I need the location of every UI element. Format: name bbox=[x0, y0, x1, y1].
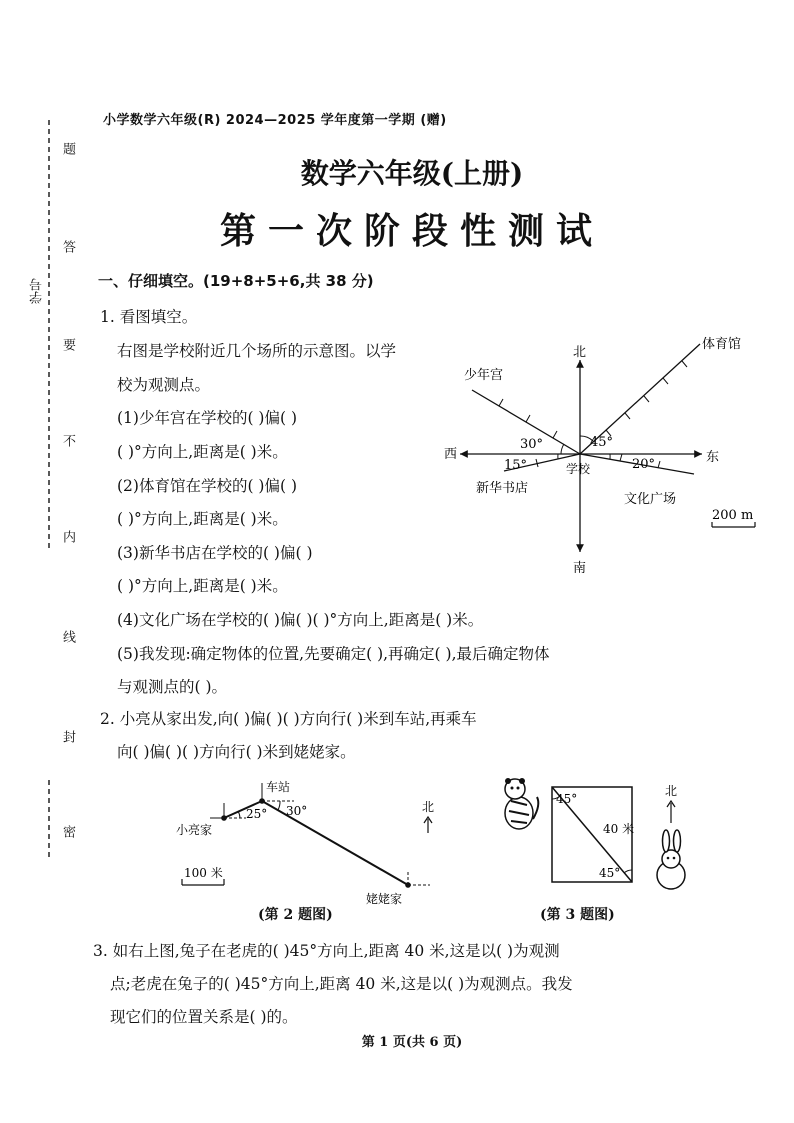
side-label-0: 题 bbox=[60, 142, 75, 155]
q3-line-0: 3. 如右上图,兔子在老虎的( )45°方向上,距离 40 米,这是以( )为观测 bbox=[93, 942, 560, 960]
map-scale: 200 m bbox=[712, 508, 754, 523]
q1-line-3: (1)少年宫在学校的( )偏( ) bbox=[117, 409, 297, 427]
side-label-5: 线 bbox=[60, 630, 75, 643]
map-angle-book: 15° bbox=[504, 458, 528, 473]
map-angle-gym: 45° bbox=[590, 435, 614, 450]
map-plaza: 文化广场 bbox=[624, 492, 677, 507]
map-school: 学校 bbox=[566, 462, 591, 476]
title-subject: 数学六年级(上册) bbox=[300, 157, 524, 190]
q1-line-5: (2)体育馆在学校的( )偏( ) bbox=[117, 477, 297, 495]
route-north: 北 bbox=[422, 800, 435, 814]
side-label-7: 密 bbox=[60, 825, 75, 838]
side-student-id: 学号 bbox=[30, 278, 45, 304]
q3-line-1: 点;老虎在兔子的( )45°方向上,距离 40 米,这是以( )为观测点。我发 bbox=[110, 975, 573, 993]
q1-line-7: (3)新华书店在学校的( )偏( ) bbox=[117, 544, 313, 562]
q1-line-9: (4)文化广场在学校的( )偏( )( )°方向上,距离是( )米。 bbox=[117, 611, 484, 629]
side-label-3: 不 bbox=[60, 434, 75, 447]
map-north: 北 bbox=[573, 345, 587, 360]
map-angle-plaza: 20° bbox=[632, 457, 656, 472]
side-label-4: 内 bbox=[60, 530, 75, 543]
map-south: 南 bbox=[573, 561, 587, 576]
map-angle-palace: 30° bbox=[520, 437, 544, 452]
diagram-tiger-rabbit bbox=[495, 775, 705, 905]
diagram-school-map bbox=[430, 330, 770, 590]
section1-heading: 一、仔细填空。(19+8+5+6,共 38 分) bbox=[98, 272, 374, 290]
route-grandma: 姥姥家 bbox=[366, 892, 403, 906]
q3-line-2: 现它们的位置关系是( )的。 bbox=[110, 1008, 298, 1026]
title-exam: 第一次阶段性测试 bbox=[219, 210, 604, 252]
caption-fig3: (第 3 题图) bbox=[540, 907, 615, 923]
route-angle-30: 30° bbox=[286, 804, 308, 818]
tiger-icon bbox=[505, 778, 538, 829]
map-gym: 体育馆 bbox=[702, 337, 742, 352]
q2-line-0: 2. 小亮从家出发,向( )偏( )( )方向行( )米到车站,再乘车 bbox=[100, 710, 477, 728]
route-station: 车站 bbox=[266, 780, 291, 794]
q1-line-4: ( )°方向上,距离是( )米。 bbox=[117, 443, 288, 461]
map-west: 西 bbox=[444, 447, 458, 462]
side-label-6: 封 bbox=[60, 730, 75, 743]
q1-line-10: (5)我发现:确定物体的位置,先要确定( ),再确定( ),最后确定物体 bbox=[117, 645, 550, 663]
fig3-angle-top: 45° bbox=[556, 792, 578, 806]
fig3-north: 北 bbox=[665, 784, 678, 798]
q2-line-1: 向( )偏( )( )方向行( )米到姥姥家。 bbox=[117, 743, 356, 761]
fig3-distance: 40 米 bbox=[603, 822, 635, 836]
exam-header: 小学数学六年级(R) 2024—2025 学年度第一学期 (赠) bbox=[103, 113, 447, 128]
fig3-angle-bottom: 45° bbox=[599, 866, 621, 880]
q1-line-1: 右图是学校附近几个场所的示意图。以学 bbox=[117, 342, 397, 360]
page-footer: 第 1 页(共 6 页) bbox=[361, 1035, 463, 1050]
route-scale: 100 米 bbox=[184, 866, 223, 880]
q1-line-0: 1. 看图填空。 bbox=[100, 308, 198, 326]
route-home: 小亮家 bbox=[176, 823, 213, 837]
map-east: 东 bbox=[706, 450, 720, 465]
q1-line-8: ( )°方向上,距离是( )米。 bbox=[117, 577, 288, 595]
q1-line-11: 与观测点的( )。 bbox=[117, 678, 228, 696]
caption-fig2: (第 2 题图) bbox=[258, 907, 333, 923]
route-angle-25: 25° bbox=[246, 807, 268, 821]
map-bookstore: 新华书店 bbox=[476, 481, 529, 496]
rabbit-icon bbox=[657, 830, 685, 889]
diagram-route bbox=[170, 775, 440, 915]
side-label-2: 要 bbox=[60, 338, 75, 351]
map-palace: 少年宫 bbox=[464, 368, 504, 383]
q1-line-6: ( )°方向上,距离是( )米。 bbox=[117, 510, 288, 528]
side-label-1: 答 bbox=[60, 240, 75, 253]
q1-line-2: 校为观测点。 bbox=[117, 376, 211, 394]
